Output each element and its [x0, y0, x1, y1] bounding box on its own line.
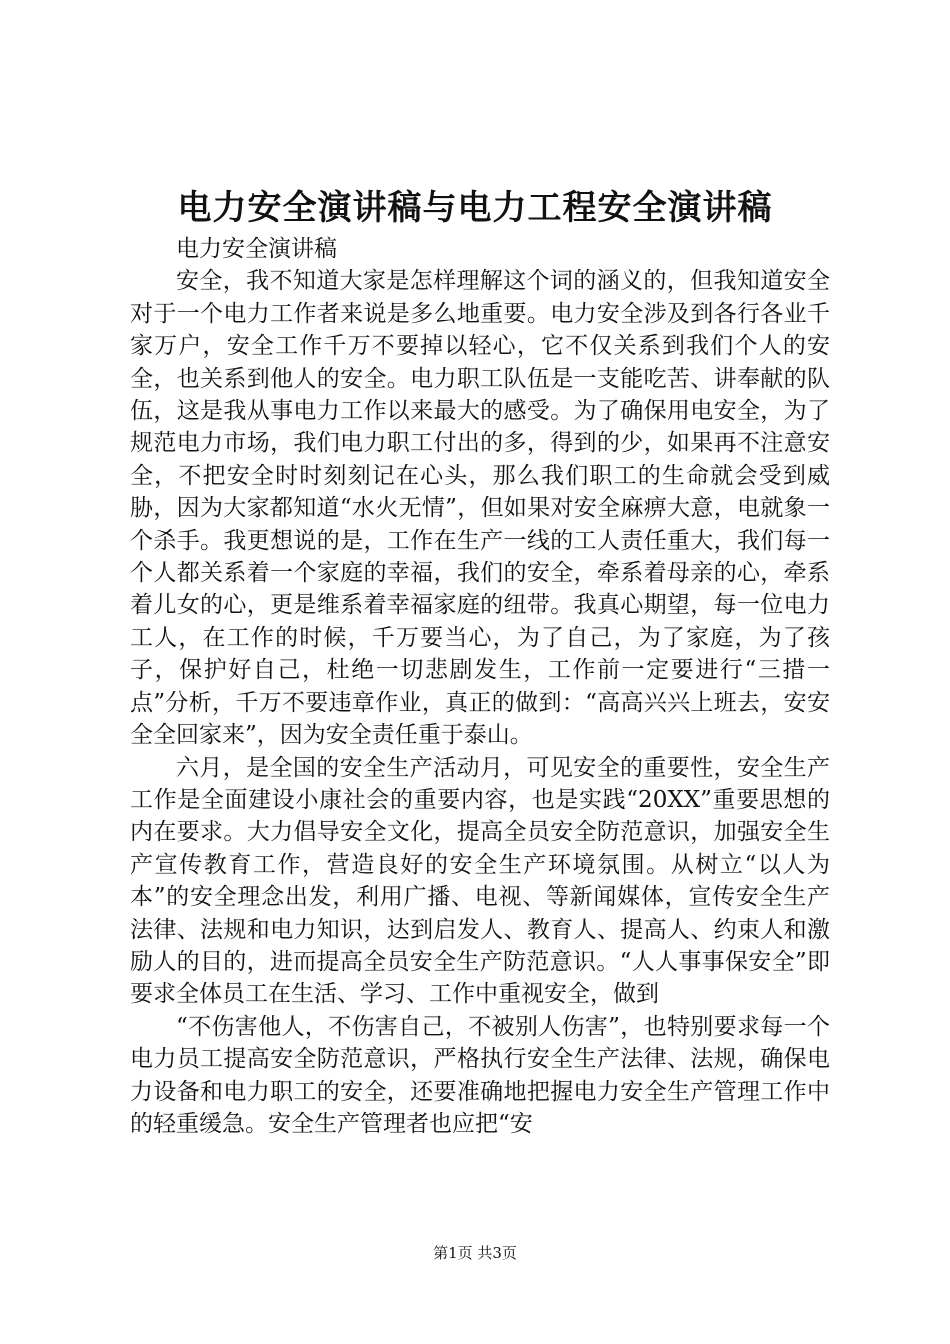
page-footer: 第1页 共3页	[433, 1244, 517, 1262]
paragraph: 六月，是全国的安全生产活动月，可见安全的重要性，安全生产工作是全面建设小康社会的重要内容，也是实践“20XX”重要思想的内在要求。大力倡导安全文化，提高全员安全防范意识，加强安全生产宣传教育工作，营造良好的安全生产环境氛围。从树立“以人为本”的安全理念出发，利用广播、电视、等新闻媒体，宣传安全生产法律、法规和电力知识，达到启发人、教育人、提高人、约束人和激励人的目的，进而提高全员安全生产防范意识。“人人事事保安全”即要求全体员工在生活、学习、工作中重视安全，做到	[130, 754, 830, 1008]
paragraph: “不伤害他人，不伤害自己，不被别人伤害”，也特别要求每一个电力员工提高安全防范意识，严格执行安全生产法律、法规，确保电力设备和电力职工的安全，还要准确地把握电力安全生产管理工作中的轻重缓急。安全生产管理者也应把“安	[130, 1013, 830, 1137]
paragraph-subtitle: 电力安全演讲稿	[176, 236, 337, 262]
document-title: 电力安全演讲稿与电力工程安全演讲稿	[177, 188, 773, 228]
paragraph: 安全，我不知道大家是怎样理解这个词的涵义的，但我知道安全对于一个电力工作者来说是多么地重要。电力安全涉及到各行各业千家万户，安全工作千万不要掉以轻心，它不仅关系到我们个人的安全，也关系到他人的安全。电力职工队伍是一支能吃苦、讲奉献的队伍，这是我从事电力工作以来最大的感受。为了确保用电安全，为了规范电力市场，我们电力职工付出的多，得到的少，如果再不注意安全，不把安全时时刻刻记在心头，那么我们职工的生命就会受到威胁，因为大家都知道“水火无情”，但如果对安全麻痹大意，电就象一个杀手。我更想说的是，工作在生产一线的工人责任重大，我们每一个人都关系着一个家庭的幸福，我们的安全，牵系着母亲的心，牵系着儿女的心，更是维系着幸福家庭的纽带。我真心期望，每一位电力工人，在工作的时候，千万要当心，为了自己，为了家庭，为了孩子，保护好自己，杜绝一切悲剧发生，工作前一定要进行“三措一点”分析，千万不要违章作业，真正的做到：“高高兴兴上班去，安安全全回家来”，因为安全责任重于泰山。	[130, 268, 830, 749]
document-body	[130, 233, 830, 1140]
